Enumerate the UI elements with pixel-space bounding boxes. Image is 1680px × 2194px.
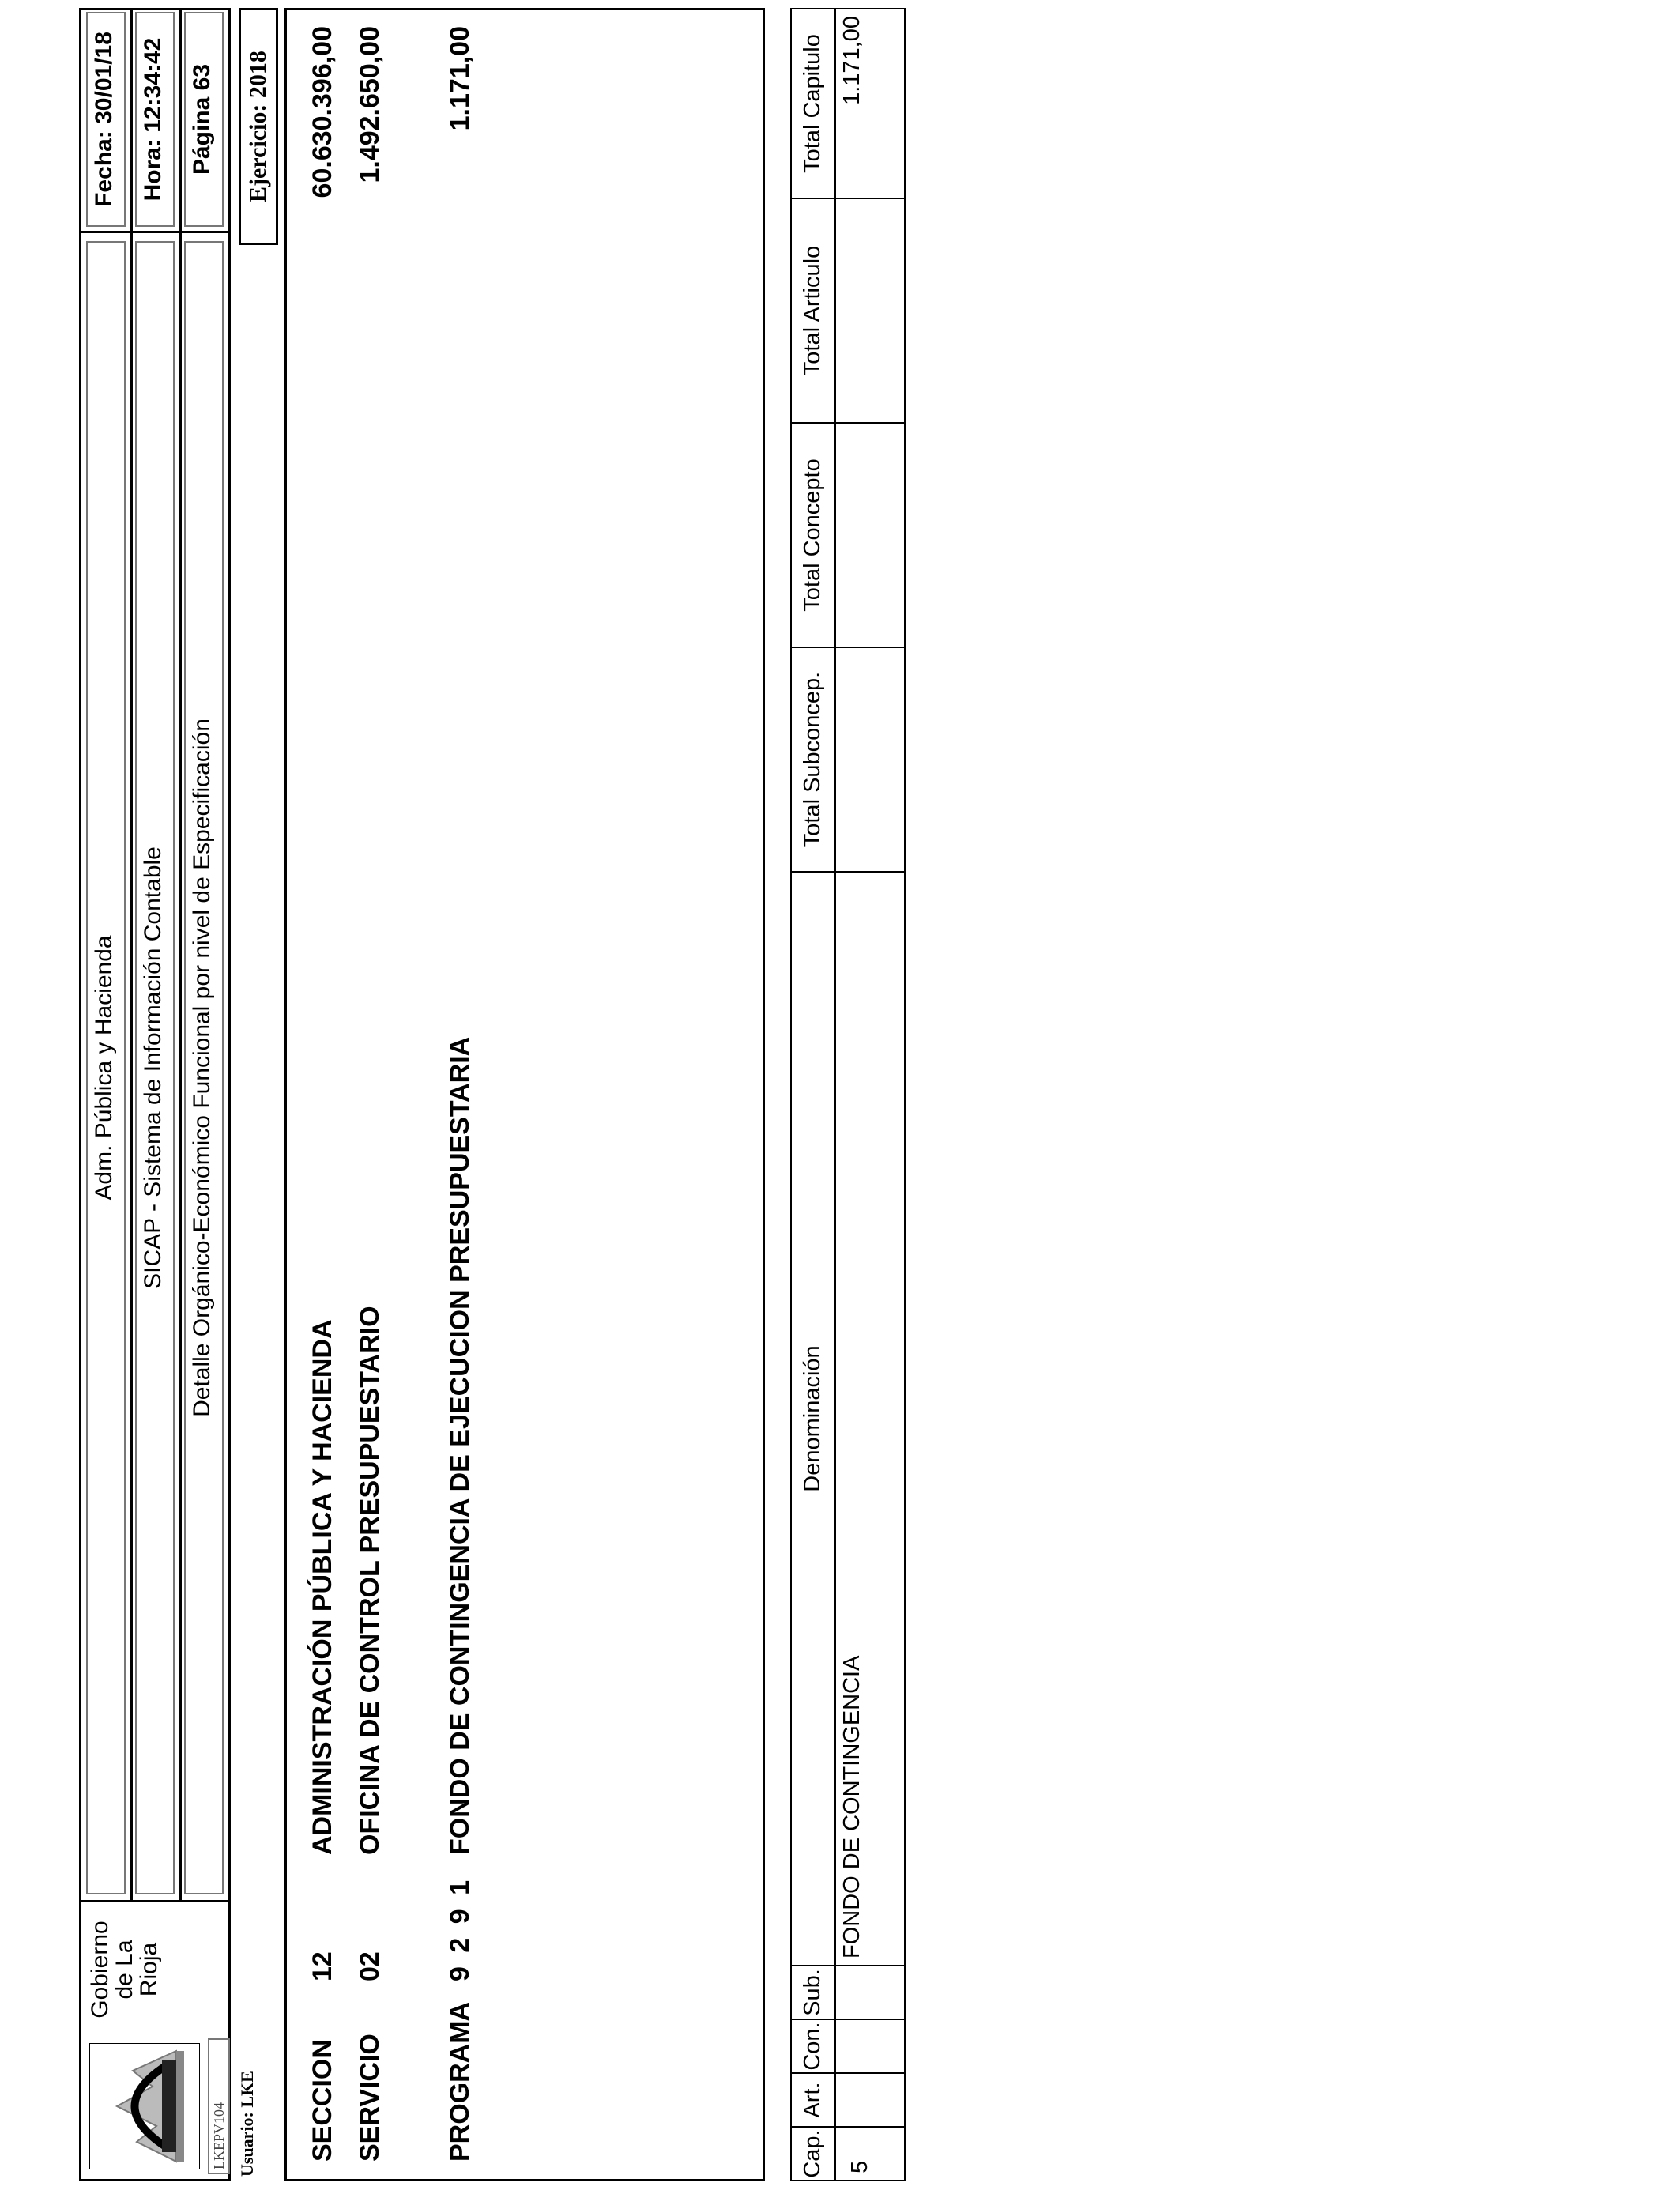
fiscal-year-box: Ejercicio: 2018 (239, 8, 278, 245)
cell-total-subconcep (834, 647, 906, 873)
logo-area (81, 2033, 233, 2179)
government-name-line: Rioja (136, 1942, 162, 1997)
government-name-line: Gobierno (87, 1921, 113, 2019)
cell-denominacion: FONDO DE CONTINGENCIA (834, 871, 906, 1966)
column-header-total-articulo: Total Articulo (790, 198, 836, 424)
cell-cap: 5 (834, 2126, 906, 2181)
government-logo-icon (89, 2043, 200, 2169)
seccion-name: ADMINISTRACIÓN PÚBLICA Y HACIENDA (307, 1319, 337, 1855)
column-header-cap: Cap. (790, 2126, 836, 2181)
servicio-code: 02 (355, 1951, 385, 1981)
cell-con (834, 2019, 906, 2074)
cell-art (834, 2072, 906, 2128)
budget-hierarchy-block (284, 8, 765, 2181)
report-title: Detalle Orgánico-Económico Funcional por nivel de Especificación (189, 718, 215, 1417)
servicio-amount: 1.492.650,00 (355, 26, 385, 183)
column-header-total-concepto: Total Concepto (790, 422, 836, 648)
report-date: Fecha: 30/01/18 (91, 32, 117, 207)
programa-name: FONDO DE CONTINGENCIA DE EJECUCION PRESUPUESTARIA (445, 1036, 475, 1855)
programa-label: PROGRAMA (445, 2001, 475, 2162)
report-header (79, 8, 231, 2181)
page-number: Página 63 (189, 63, 215, 175)
seccion-amount: 60.630.396,00 (307, 26, 337, 198)
cell-sub (834, 1965, 906, 2020)
column-header-total-capitulo: Total Capitulo (790, 8, 836, 199)
cell-total-capitulo: 1.171,00 (834, 8, 906, 199)
servicio-label: SERVICIO (355, 2034, 385, 2162)
user-label: Usuario: LKE (237, 2071, 257, 2177)
logo-code: LKEPV104 (208, 2038, 230, 2174)
column-header-denominacion: Denominación (790, 871, 836, 1966)
government-name-line: de La (111, 1940, 137, 2000)
seccion-label: SECCION (307, 2039, 337, 2162)
detail-table (790, 8, 905, 2181)
agency-name: Adm. Pública y Hacienda (91, 935, 117, 1201)
programa-code: 9 2 9 1 (445, 1880, 475, 1981)
government-name (88, 1910, 161, 2029)
servicio-name: OFICINA DE CONTROL PRESUPUESTARIO (355, 1306, 385, 1855)
column-header-sub: Sub. (790, 1965, 836, 2020)
system-name: SICAP - Sistema de Información Contable (140, 846, 166, 1289)
column-header-total-subconcep: Total Subconcep. (790, 647, 836, 873)
column-header-con: Con. (790, 2019, 836, 2074)
seccion-code: 12 (307, 1951, 337, 1981)
programa-amount: 1.171,00 (445, 26, 475, 131)
report-time: Hora: 12:34:42 (140, 37, 166, 202)
column-header-art: Art. (790, 2072, 836, 2128)
cell-total-concepto (834, 422, 906, 648)
cell-total-articulo (834, 198, 906, 424)
